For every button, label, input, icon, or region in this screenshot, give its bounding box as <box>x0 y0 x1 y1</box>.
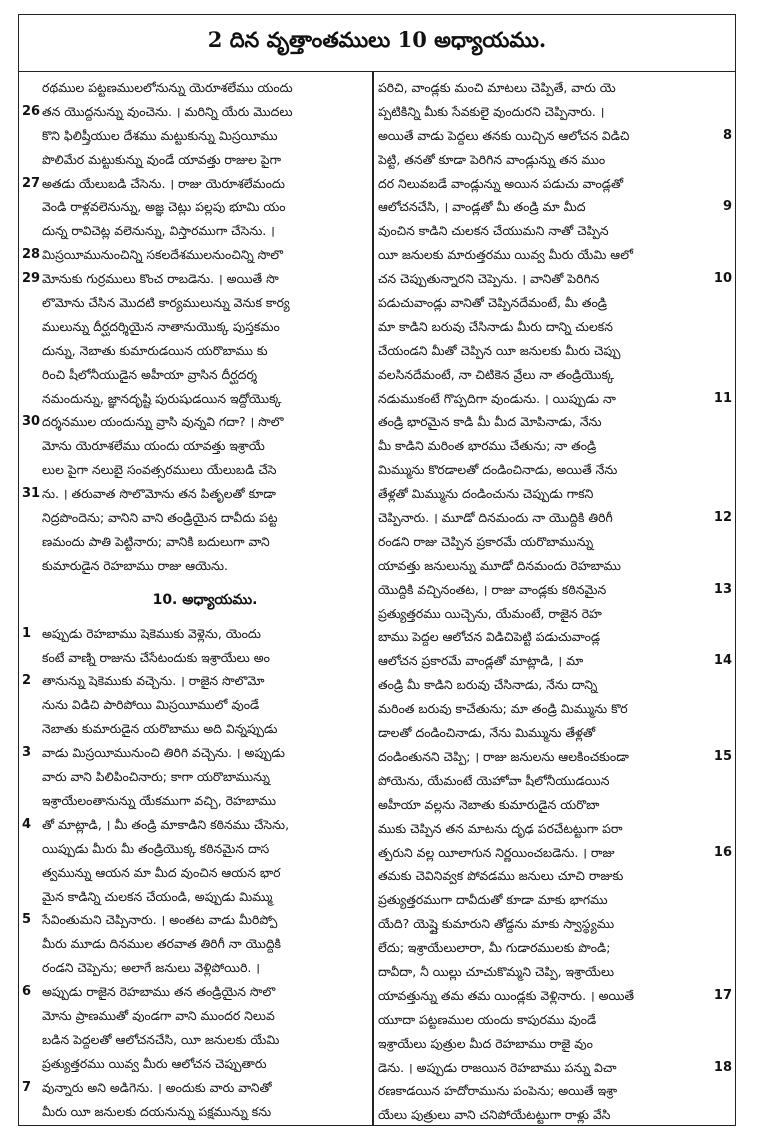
text-line <box>22 339 368 363</box>
text-line <box>22 100 368 124</box>
text-line <box>22 482 368 506</box>
text-line <box>22 124 368 148</box>
line-text: బాము పెద్దల ఆలోచన విడిచిపెట్టి పడుచువాండ్ల <box>378 629 601 645</box>
line-text: త్పరుని వల్ల యీలాగున నిర్ణయించబడెను. । రాజు <box>378 844 615 860</box>
verse-number: 14 <box>713 653 732 669</box>
text-line <box>22 765 368 789</box>
text-line <box>22 506 368 530</box>
text-line <box>22 315 368 339</box>
line-text: ఇశ్రాయేలు పుత్రుల మీద రెహబాము రాజై వుం <box>378 1035 593 1051</box>
line-text: తన యొద్దనున్ను వుంచెను. । మరిన్ని యేరు మొదలు <box>42 103 293 119</box>
line-text: తో మాట్లాడి, । మీ తండ్రి మాకాడిని కఠినము చేసెను, <box>42 816 290 832</box>
text-line <box>22 741 368 765</box>
line-text: అహీయా వల్లను నెబాతు కుమారుడైన యరొబా <box>378 796 600 812</box>
text-line <box>378 172 732 196</box>
line-text: కుమారుడైన రెహబాము రాజు ఆయెను. <box>42 557 228 573</box>
line-text: ఇశ్రాయేలంతానున్ను యేకముగా వచ్చి, రెహబాము <box>42 792 277 808</box>
line-text: ఆలోచనచేసి, । వాండ్లతో మీ తండ్రి మా మీద <box>378 199 586 215</box>
line-text: వాడు మిస్రయీమునుంచి తిరిగి వచ్చెను. । అప్పుడు <box>42 745 285 761</box>
text-line <box>378 387 732 411</box>
line-text: యేలు పుత్రులు వాని చనిపోయేటట్టుగా రాళ్లు వేసి <box>378 1107 611 1123</box>
line-text: చన చెప్పుతున్నారని చెప్పెను. । వానితో పెరిగిన <box>378 271 600 287</box>
line-text: బడిన పెద్దలతో ఆలోచనచేసి, యీ జనులకు యేమి <box>42 1031 280 1047</box>
text-line <box>378 339 732 363</box>
line-text: యొద్దికి వచ్చినంతట, । రాజు వాండ్లకు కఠినమైన <box>378 581 607 597</box>
verse-number: 27 <box>22 175 41 191</box>
line-text: తండ్రి మీ కాడిని బరువు చేసినాడు, నేను దాన్ని <box>378 677 598 693</box>
text-line <box>22 789 368 813</box>
line-text: ప్పటికిన్ని మీకు సేవకులై వుందురని చెప్పినారు. । <box>378 103 605 119</box>
verse-number: 10 <box>713 271 732 287</box>
text-line <box>378 458 732 482</box>
verse-number: 26 <box>22 103 41 119</box>
text-line <box>22 813 368 837</box>
text-line <box>22 1004 368 1028</box>
text-line <box>378 267 732 291</box>
line-text: కొని ఫిలిష్తీయుల దేశము మట్టుకున్ను మిస్రయీము <box>42 127 278 143</box>
text-line <box>22 932 368 956</box>
text-line <box>378 960 732 984</box>
text-line <box>378 673 732 697</box>
line-text: చెప్పినారు. । మూడో దినమందు నా యొద్దికి తిరిగీ <box>378 510 613 526</box>
line-text: లేదు; ఇశ్రాయేలులారా, మీ గుడారములకు పొండి; <box>378 940 611 956</box>
line-text: నమందున్ను, జ్ఞానదృష్టి పురుషుడయిన ఇద్దోయొక్క <box>42 390 282 406</box>
line-text: లొమోను చేసిన మొదటి కార్యములున్ను వెనుక కార్య <box>42 295 290 311</box>
verse-number: 11 <box>713 390 732 406</box>
line-text: నెబాతు కుమారుడైన యరొబాము అది విన్నప్పుడు <box>42 721 278 737</box>
text-line <box>378 745 732 769</box>
text-line <box>378 984 732 1008</box>
text-line <box>22 622 368 646</box>
text-line <box>378 506 732 530</box>
line-text: నిద్రపొందెను; వానిని వాని తండ్రియైన దావీదు పట్ట <box>42 510 278 526</box>
text-line <box>378 1056 732 1080</box>
line-text: పోయెను, యేమంటే యెహోవా షీలోనీయుడయిన <box>378 772 610 788</box>
text-line <box>378 554 732 578</box>
line-text: మోనుకు గుర్రములు కొంచ రాబడెను. । అయితే సొ <box>42 271 279 287</box>
text-line <box>378 76 732 100</box>
line-text: మా కాడిని బరువు చేసినాడు మీరు దాన్ని చులకన <box>378 318 613 334</box>
text-line <box>22 148 368 172</box>
line-text: మరింత బరువు కాచేతును; మా తండ్రి మిమ్మును కొర <box>378 701 628 717</box>
line-text: అయితే వాడు పెద్దలు తనకు యిచ్చిన ఆలోచన విడిచి <box>378 127 630 143</box>
verse-number: 7 <box>22 1079 32 1095</box>
text-line <box>378 625 732 649</box>
line-text: కంటే వాణ్ని రాజును చేసేటందుకు ఇశ్రాయేలు అం <box>42 649 270 665</box>
line-text: దర నిలువబడే వాండ్లున్ను అయిన పడుచు వాండ్లతో <box>378 175 624 191</box>
text-line <box>378 100 732 124</box>
line-text: సేవింతుమని చెప్పినారు. । అంతట వాడు మీరిప్పో <box>42 912 278 928</box>
text-line <box>378 363 732 387</box>
line-text: తేళ్లతో మిమ్మును దండించును చెప్పుడు గాకని <box>378 486 594 502</box>
verse-number: 6 <box>22 984 32 1000</box>
text-line <box>22 243 368 267</box>
text-line <box>378 697 732 721</box>
line-text: మోను ప్రాణముతో వుండగా వాని ముందర నిలువ <box>42 1007 275 1023</box>
text-line <box>22 885 368 909</box>
verse-number: 12 <box>713 510 732 526</box>
line-text: ఆలోచన ప్రకారమే వాండ్లతో మాట్లాడి, । మా <box>378 653 584 669</box>
verse-number: 8 <box>722 127 732 143</box>
line-text: రించి షీలోనీయుడైన అహీయా వ్రాసిన దీర్ఘదర్శ <box>42 366 258 382</box>
text-line <box>22 980 368 1004</box>
line-text: దున్న రావిచెట్ల వలెనున్ను, విస్తారముగా చేసెను. । <box>42 223 275 239</box>
line-text: ను. । తరువాత సొలొమోను తన పితృలతో కూడా <box>42 486 276 502</box>
line-text: పొలిమేర మట్టుకున్ను వుండే యావత్తు రాజుల పైగా <box>42 151 281 167</box>
text-line <box>378 721 732 745</box>
line-text: పరిచి, వాండ్లకు మంచి మాటలు చెప్పితే, వారు యె <box>378 80 616 95</box>
line-text: యేది? యెష్షై కుమారుని తోడ్దను మాకు స్వాస్థ్యము <box>378 916 615 932</box>
line-text: ములున్ను దీర్ఘదర్శియైన నాతానుయొక్క పుస్తకమం <box>42 318 280 334</box>
line-text: పెట్టి, తనతో కూడా పెరిగిన వాండ్లున్ను తన ముం <box>378 151 606 167</box>
text-line <box>22 669 368 693</box>
line-text: మైన కాడిన్ని చులకన చేయండి, అప్పుడు మిమ్ము <box>42 888 273 904</box>
line-text: యావత్తు జనులున్ను మూడో దినమందు రెహబాము <box>378 557 621 573</box>
line-text: 10. అధ్యాయము. <box>152 591 258 608</box>
right-column <box>378 76 732 1127</box>
line-text: యావత్తున్ను తమ తమ యిండ్లకు వెళ్లినారు. । అయితే <box>378 987 635 1003</box>
line-text: నడుముకంటే గొప్పదిగా వుండును. । యిప్పుడు నా <box>378 390 616 406</box>
text-line <box>378 434 732 458</box>
line-text: వారు వాని పిలిపించినారు; కాగా యరొబామున్ను <box>42 769 270 785</box>
line-text: మీరు యీ జనులకు దయనున్ను పక్షమున్ను కను <box>42 1103 272 1119</box>
page-header <box>18 14 736 72</box>
line-text: యిప్పుడు మీరు మీ తండ్రియొక్క కఠినమైన దాస <box>42 840 270 856</box>
text-line <box>22 267 368 291</box>
verse-number: 30 <box>22 414 41 430</box>
text-line <box>378 1103 732 1127</box>
verse-number: 2 <box>22 673 32 689</box>
text-line <box>22 1052 368 1076</box>
text-line <box>378 195 732 219</box>
text-line <box>22 1076 368 1100</box>
line-text: ప్రత్యుత్తరముగా దావీదుతో కూడా మాకు భాగము <box>378 892 608 908</box>
verse-number: 16 <box>713 844 732 860</box>
text-line <box>22 76 368 100</box>
text-line <box>22 291 368 315</box>
line-text: వుంచిన కాడిని చులకన చేయుమని నాతో చెప్పిన <box>378 223 609 239</box>
line-text: ప్రత్యుత్తరము యిచ్చెను, యేమంటే, రాజైన రెహ <box>378 605 602 621</box>
chapter-heading <box>22 578 368 622</box>
text-line <box>22 956 368 980</box>
verse-number: 28 <box>22 247 41 263</box>
column-divider <box>372 72 374 1126</box>
line-text: యూదా పట్టణముల యందు కాపురము వుండే <box>378 1011 597 1027</box>
page-title: 2 దిన వృత్తాంతములు 10 అధ్యాయము. <box>207 27 547 52</box>
text-line <box>378 124 732 148</box>
verse-number: 29 <box>22 271 41 287</box>
text-line <box>22 1028 368 1052</box>
line-text: ప్రత్యుత్తరము యివ్వ మీరు ఆలోచన చెప్పుతారు <box>42 1055 267 1071</box>
text-line <box>22 434 368 458</box>
line-text: రణకాడయిన హదోరామును పంపెను; అయితే ఇశ్రా <box>378 1083 618 1099</box>
text-line <box>22 554 368 578</box>
text-line <box>22 387 368 411</box>
line-text: ణమందు పాతి పెట్టినారు; వానికి బదులుగా వాని <box>42 533 270 549</box>
line-text: మీ కాడిని మరింత భారము చేతును; నా తండ్రి <box>378 438 597 454</box>
line-text: తండ్రి భారమైన కాడి మీ మీద మోపినాడు, నేను <box>378 414 602 430</box>
verse-number: 1 <box>22 625 32 641</box>
line-text: అప్పుడు రాజైన రెహబాము తన తండ్రియైన సొలొ <box>42 984 276 1000</box>
text-line <box>378 769 732 793</box>
text-line <box>378 530 732 554</box>
text-line <box>378 888 732 912</box>
line-text: రథముల పట్టణములలోనున్ను యెరూశలేము యందు <box>42 80 293 95</box>
text-line <box>378 243 732 267</box>
line-text: దావీదా, నీ యిల్లు చూచుకొమ్మని చెప్పి, ఇశ్రాయేలు <box>378 963 615 979</box>
line-text: తమకు చెవినివ్వక పోవడము జనులు చూచి రాజుకు <box>378 868 624 884</box>
text-line <box>378 148 732 172</box>
line-text: రండని చెప్పెను; అలాగే జనులు వెళ్లిపోయిరి. । <box>42 960 260 976</box>
text-line <box>378 936 732 960</box>
line-text: డాలతో దండించినాడు, నేను మిమ్మును తేళ్లతో <box>378 725 596 741</box>
line-text: వలసినదేమంటే, నా చిటికెన వ్రేలు నా తండ్రియొక్క <box>378 366 614 382</box>
text-line <box>22 172 368 196</box>
text-line <box>378 1032 732 1056</box>
text-line <box>378 602 732 626</box>
verse-number: 31 <box>22 486 41 502</box>
text-line <box>22 861 368 885</box>
line-text: దర్శనముల యందున్ను వ్రాసి వున్నవి గదా? । సొలొ <box>42 414 284 430</box>
line-text: చేయండని మీతో చెప్పిన యీ జనులకు మీరు చెప్పు <box>378 342 621 358</box>
line-text: పడుచువాండ్లు వానితో చెప్పినదేమంటే, మీ తండ్రి <box>378 295 607 311</box>
verse-number: 15 <box>713 748 732 764</box>
text-line <box>22 195 368 219</box>
text-line <box>378 291 732 315</box>
verse-number: 4 <box>22 816 32 832</box>
text-line <box>22 363 368 387</box>
text-line <box>378 649 732 673</box>
text-line <box>22 1100 368 1124</box>
text-line <box>22 219 368 243</box>
line-text: మిస్రయీమునుంచిన్ని సకలదేశములనుంచిన్ని సొలొ <box>42 247 284 263</box>
text-line <box>378 482 732 506</box>
text-line <box>378 410 732 434</box>
text-line <box>22 410 368 434</box>
line-text: వెండి రాళ్లవలెనున్ను, అజ్ఞ చెట్లు పల్లపు భూమి యం <box>42 199 286 215</box>
line-text: రండని రాజు చెప్పిన ప్రకారమే యరొబామున్ను <box>378 533 594 549</box>
text-line <box>378 578 732 602</box>
line-text: మోను యెరూశలేము యందు యావత్తు ఇశ్రాయే <box>42 438 265 454</box>
line-text: తానున్ను షెకెముకు వచ్చెను. । రాజైన సొలొమో <box>42 673 265 689</box>
text-line <box>378 793 732 817</box>
text-line <box>22 530 368 554</box>
text-line <box>378 315 732 339</box>
left-column <box>22 76 368 1123</box>
line-text: లుల పైగా నలుబై సంవత్సరములు యేలుబడి చేసె <box>42 462 277 478</box>
verse-number: 13 <box>713 581 732 597</box>
verse-number: 18 <box>713 1059 732 1075</box>
line-text: దండింతునని చెప్పి; । రాజు జనులను ఆలకించకుండా <box>378 748 629 764</box>
text-line <box>378 912 732 936</box>
text-line <box>22 693 368 717</box>
text-line <box>378 219 732 243</box>
text-line <box>378 864 732 888</box>
text-line <box>22 837 368 861</box>
text-line <box>22 646 368 670</box>
line-text: డెను. । అప్పుడు రాజయిన రెహబాము పన్ను విచా <box>378 1059 617 1075</box>
text-line <box>378 1079 732 1103</box>
line-text: వున్నారు అని అడిగెను. । అందుకు వారు వానితో <box>42 1079 272 1095</box>
line-text: మీరు మూడు దినముల తరవాత తిరిగీ నా యొద్దికి <box>42 936 282 952</box>
line-text: దున్ను, నెబాతు కుమారుడయిన యరొబాము కు <box>42 342 268 358</box>
line-text: యీ జనులకు మారుత్తరము యివ్వ మీరు యేమి ఆలో <box>378 247 633 263</box>
text-line <box>22 908 368 932</box>
line-text: మిమ్మును కొరడాలతో దండించినాడు, అయితే నేను <box>378 462 618 478</box>
text-line <box>378 841 732 865</box>
verse-number: 5 <box>22 912 32 928</box>
line-text: త్వమున్ను ఆయన మా మీద వుంచిన ఆయన భార <box>42 864 281 880</box>
verse-number: 3 <box>22 745 32 761</box>
verse-number: 9 <box>722 199 732 215</box>
text-line <box>22 717 368 741</box>
text-line <box>22 458 368 482</box>
text-line <box>378 817 732 841</box>
line-text: ముకు చెప్పిన తన మాటను దృఢ పరచేటట్టుగా పరా <box>378 820 623 836</box>
text-line <box>378 1008 732 1032</box>
line-text: అప్పుడు రెహబాము షెకెముకు వెళ్లెను, యెందు <box>42 625 261 641</box>
line-text: అతడు యేలుబడి చేసెను. । రాజు యెరూశలేమందు <box>42 175 285 191</box>
verse-number: 17 <box>713 987 732 1003</box>
line-text: నును విడిచి పారిపోయి మిస్రయీములో వుండే <box>42 697 260 713</box>
